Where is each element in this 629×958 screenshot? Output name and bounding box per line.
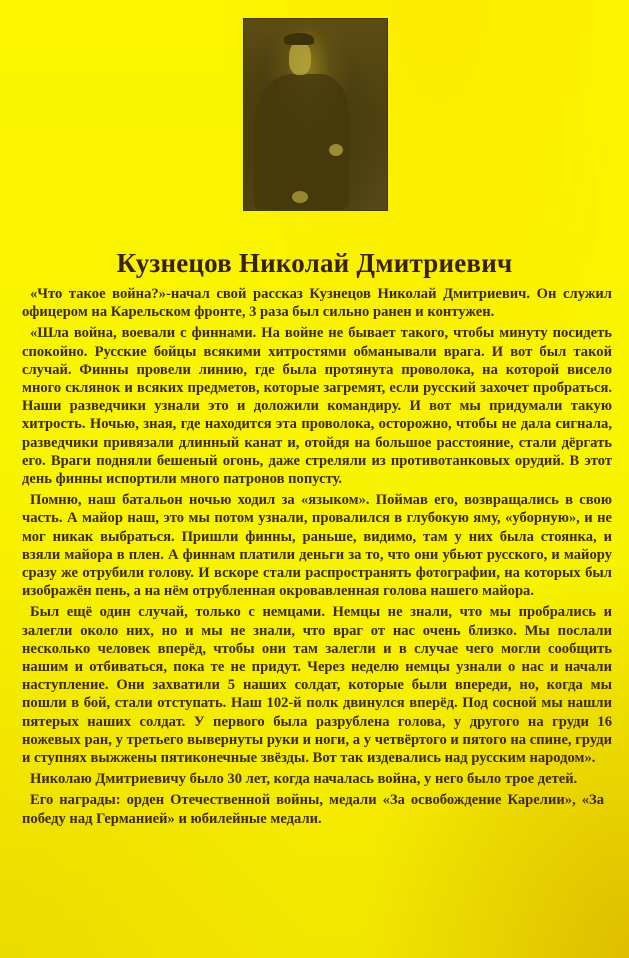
paragraph-finns-wire: «Шла война, воевали с финнами. На войне не бывает такого, чтобы минуту посидеть спокойно. Русские бойцы всякими хитростями обманывали врага. И вот был такой случай. Финны провели линию, где была протянута проволока, на которой висело много склянок и всяких предметов, которые загремят, если русский захочет пробраться. Наши разведчики узнали это и доложили командиру. И вот мы придумали такую хитрость. Ночью, зная, где находится эта проволока, осторожно, чтобы не дала сигнала, разведчики привязали длинный канат и, отойдя на большое расстояние, стали дёргать его. Враги подняли бешеный огонь, даже стреляли из противотанковых орудий. В этот день финны испортили много патронов попусту. xyxy=(22,325,612,488)
portrait-hand-shape xyxy=(292,191,308,203)
portrait-photo xyxy=(243,18,388,211)
paragraph-awards: Его награды: орден Отечественной войны, медали «За освобождение Карелии», «За победу над Германией» и юбилейные медали. xyxy=(22,792,604,827)
paragraph-intro: «Что такое война?»-начал свой рассказ Кузнецов Николай Дмитриевич. Он служил офицером на Карельском фронте, 3 раза был сильно ранен и контужен. xyxy=(22,286,612,321)
portrait-coat-shape xyxy=(254,74,349,209)
paragraph-age: Николаю Дмитриевичу было 30 лет, когда началась война, у него было трое детей. xyxy=(30,771,578,788)
paragraph-major: Помню, наш батальон ночью ходил за «языком». Поймав его, возвращались в свою часть. А майор наш, это мы потом узнали, провалился в глубокую яму, «уборную», и не мог никак выбраться. Пришли финны, раньше, видимо, там у них была стоянка, и взяли майора в плен. А финнам платили деньги за то, что они убьют русского, и майору сразу же отрубили голову. И вскоре стали распространять фотографии, на которых был изображён пень, а на нём отрубленная окровавленная голова нашего майора. xyxy=(22,492,612,600)
portrait-head-shape xyxy=(289,41,311,75)
page-title: Кузнецов Николай Дмитриевич xyxy=(116,248,513,279)
portrait-hand-shape xyxy=(329,144,343,156)
portrait-cap-shape xyxy=(284,33,314,45)
paragraph-germans: Был ещё один случай, только с немцами. Немцы не знали, что мы пробрались и залегли около них, но и мы не знали, что враг от нас очень близко. Мы послали несколько человек вперёд, чтобы они там залегли и в случае чего могли сообщить нашим и отбиваться, пока те не придут. Через неделю немцы узнали о нас и начали наступление. Они захватили 5 наших солдат, которые были впереди, но, когда мы пошли в бой, стали отступать. Наш 102-й полк двинулся вперёд. Под сосной мы нашли пятерых наших солдат. У первого была разрублена голова, у другого на груди 16 ножевых ран, у третьего вывернуты руки и ноги, а у четвёртого и пятого на спине, груди и ступнях выжжены пятиконечные звёзды. Вот так издевались над русским народом». xyxy=(22,604,612,767)
biography-text xyxy=(22,285,612,831)
